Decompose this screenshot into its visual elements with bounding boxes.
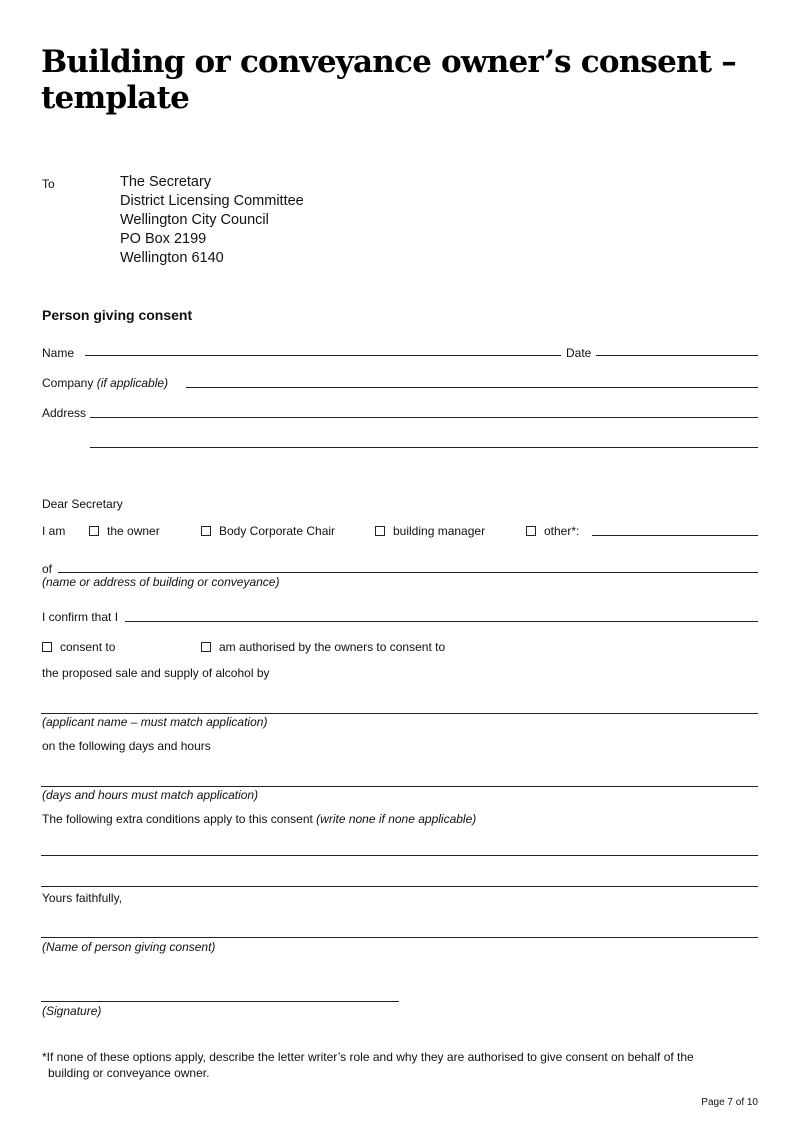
footnote-line-1: *If none of these options apply, describe the letter writer’s role and why they are authorised to give consent on behalf of the (42, 1050, 694, 1064)
confirm-field[interactable] (125, 621, 758, 622)
address-label: Address (42, 406, 87, 420)
addressee-line: Wellington 6140 (120, 250, 224, 266)
option-body-corporate-chair[interactable] (201, 524, 335, 539)
consenter-name-field[interactable] (41, 937, 758, 938)
page-number: Page 7 of 10 (701, 1097, 758, 1108)
option-authorised-to-consent[interactable] (201, 640, 445, 655)
date-label: Date (566, 346, 592, 360)
checkbox[interactable] (201, 642, 211, 652)
option-consent-to[interactable] (42, 640, 115, 655)
signature-field[interactable] (41, 1001, 399, 1002)
footnote-line-2: building or conveyance owner. (48, 1066, 210, 1080)
checkbox[interactable] (42, 642, 52, 652)
days-text: on the following days and hours (42, 739, 211, 753)
i-am-label: I am (42, 524, 66, 538)
company-hint: (if applicable) (96, 376, 169, 390)
name-field[interactable] (85, 355, 561, 356)
company-label-text: Company (42, 376, 94, 390)
conditions-text (42, 812, 476, 827)
option-label: building manager (393, 524, 486, 538)
salutation: Dear Secretary (42, 497, 123, 511)
page-title: Building or conveyance owner’s consent – template (41, 44, 736, 116)
conditions-field-line-1[interactable] (41, 855, 758, 856)
option-label: other*: (544, 524, 580, 538)
checkbox[interactable] (89, 526, 99, 536)
applicant-name-field[interactable] (41, 713, 758, 714)
company-field[interactable] (186, 387, 758, 388)
date-field[interactable] (596, 355, 758, 356)
building-field[interactable] (58, 572, 758, 573)
confirm-label: I confirm that I (42, 610, 119, 624)
conditions-label: The following extra conditions apply to this consent (42, 812, 313, 826)
address-field-line-1[interactable] (90, 417, 758, 418)
addressee-line: The Secretary (120, 174, 212, 190)
checkbox[interactable] (526, 526, 536, 536)
conditions-field-line-2[interactable] (41, 886, 758, 887)
option-label: Body Corporate Chair (219, 524, 336, 538)
addressee-line: PO Box 2199 (120, 231, 207, 247)
other-field[interactable] (592, 535, 758, 536)
proposed-text: the proposed sale and supply of alcohol by (42, 666, 270, 680)
company-label (42, 376, 168, 391)
closing: Yours faithfully, (42, 891, 123, 905)
applicant-hint: (applicant name – must match application) (42, 715, 268, 729)
name-label: Name (42, 346, 75, 360)
days-hint: (days and hours must match application) (42, 788, 259, 802)
building-hint: (name or address of building or conveyance) (42, 575, 280, 589)
to-label: To (42, 177, 55, 191)
of-label: of (42, 562, 53, 576)
option-other[interactable] (526, 524, 579, 539)
option-label: am authorised by the owners to consent to (219, 640, 446, 654)
signature-hint: (Signature) (42, 1004, 102, 1018)
consenter-name-hint: (Name of person giving consent) (42, 940, 216, 954)
addressee-line: District Licensing Committee (120, 193, 304, 209)
addressee-block (120, 173, 304, 268)
option-owner[interactable] (89, 524, 160, 539)
address-field-line-2[interactable] (90, 447, 758, 448)
checkbox[interactable] (201, 526, 211, 536)
conditions-hint: (write none if none applicable) (316, 812, 477, 826)
section-heading: Person giving consent (42, 307, 193, 323)
addressee-line: Wellington City Council (120, 212, 269, 228)
option-label: consent to (60, 640, 116, 654)
checkbox[interactable] (375, 526, 385, 536)
option-building-manager[interactable] (375, 524, 485, 539)
option-label: the owner (107, 524, 160, 538)
days-hours-field[interactable] (41, 786, 758, 787)
